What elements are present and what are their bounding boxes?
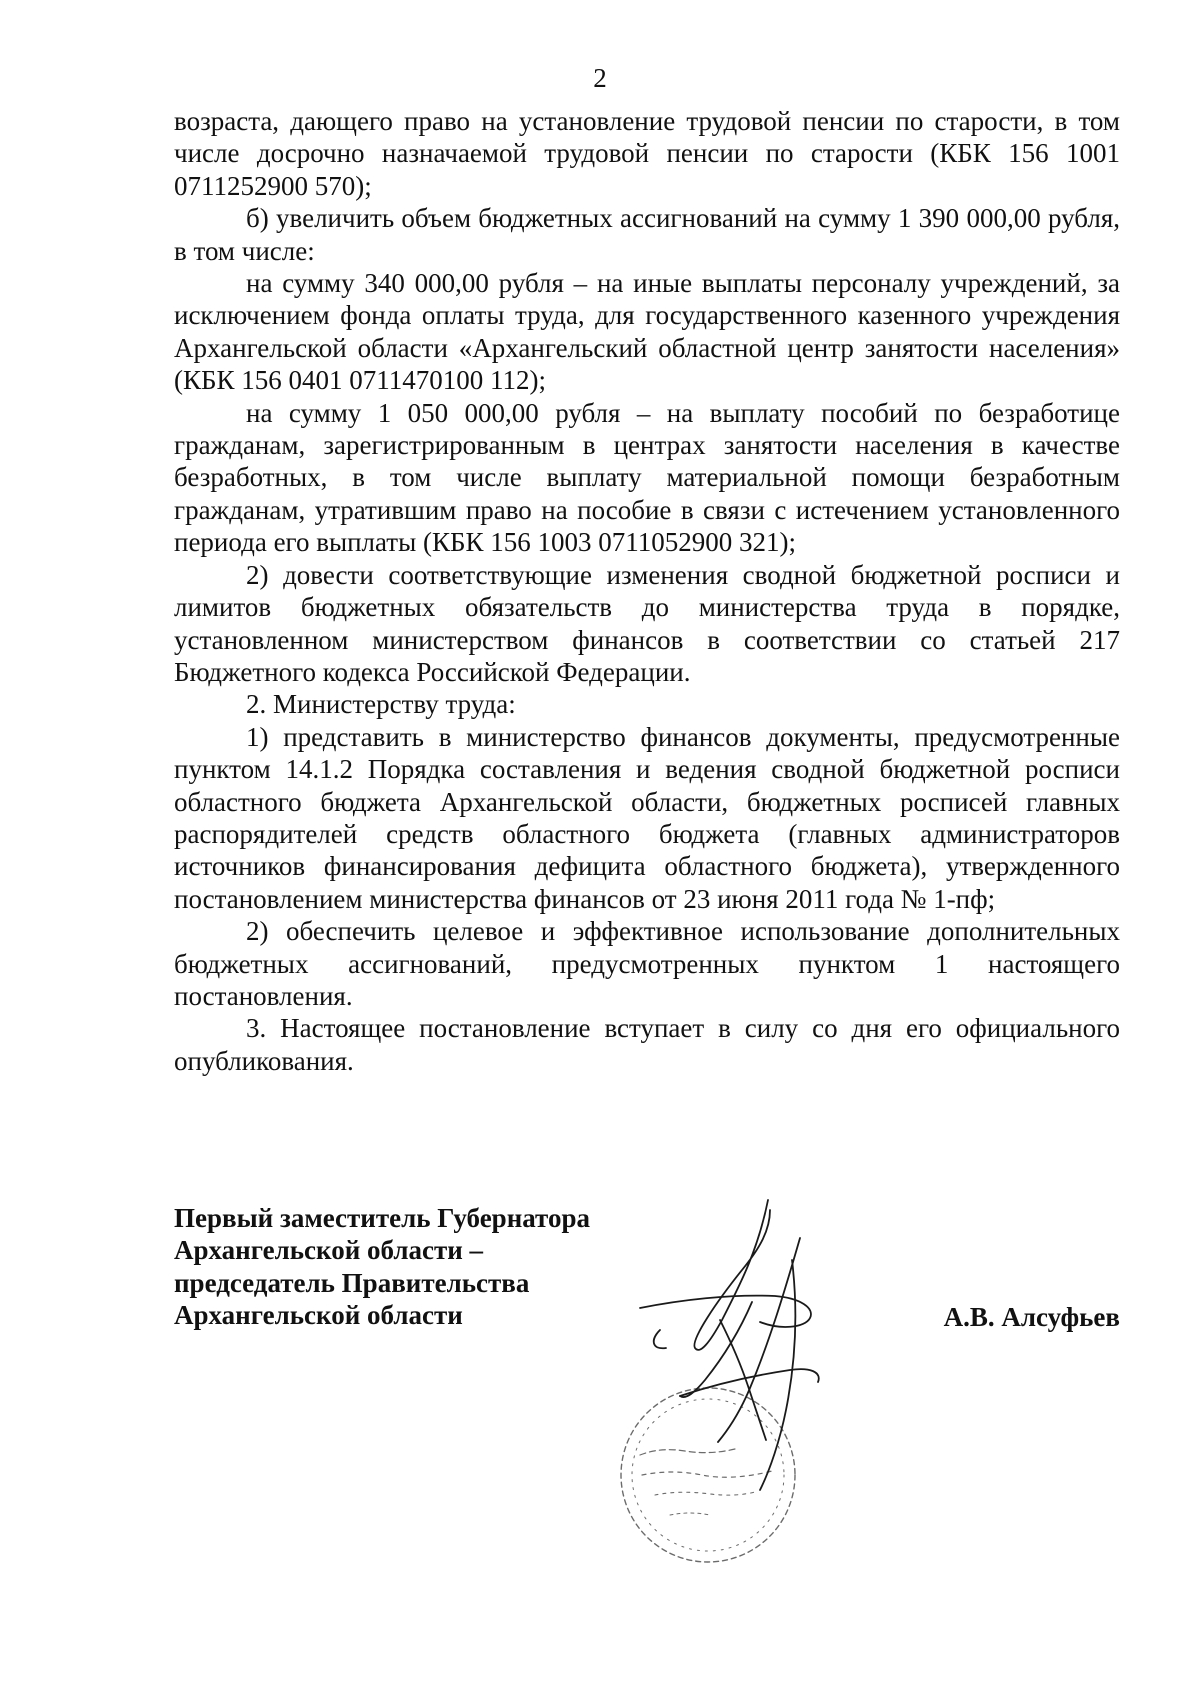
signer-title-line: Архангельской области – — [174, 1235, 484, 1266]
paragraph-ministry-of-labor: 2. Министерству труда: — [246, 689, 516, 720]
signer-title-line: председатель Правительства — [174, 1267, 530, 1298]
paragraph-increase-allocations: б) увеличить объем бюджетных ассигнований на сумму 1 390 000,00 рубля, в том числе: — [174, 203, 1120, 266]
signer-name: А.В. Алсуфьев — [943, 1302, 1120, 1332]
paragraph-submit-documents: 1) представить в министерство финансов документы, предусмотренные пунктом 14.1.2 Порядка составления и ведения сводной бюджетной росписи областного бюджета Архангельской области, бюджетных росписей главных распорядителей средств областного бюджета (главных администраторов источников финансирования дефицита областного бюджета), утвержденного постановлением министерства финансов от 23 июня 2011 года № 1-пф; — [174, 721, 1120, 914]
handwritten-signature-icon — [640, 1200, 819, 1490]
paragraph-ensure-use: 2) обеспечить целевое и эффективное использование дополнительных бюджетных ассигнований, предусмотренных пунктом 1 настоящего постановления. — [174, 916, 1120, 1011]
signer-title-line: Первый заместитель Губернатора — [174, 1203, 590, 1233]
paragraph-unemployment-benefits: на сумму 1 050 000,00 рубля – на выплату пособий по безработице гражданам, зарегистрированным в центрах занятости населения в качестве безработных, в том числе выплату материальной помощи безработным гражданам, утратившим право на пособие в связи с истечением установленного периода его выплаты (КБК 156 1003 0711052900 321); — [174, 397, 1120, 558]
official-seal-icon — [621, 1388, 795, 1562]
paragraph-continuation: возраста, дающего право на установление трудовой пенсии по старости, в том числе досрочно назначаемой трудовой пенсии по старости (КБК 156 1001 0711252900 570); — [174, 106, 1120, 201]
signature-seal-graphic — [600, 1190, 900, 1580]
page-number: 2 — [593, 63, 607, 93]
paragraph-effective-date: 3. Настоящее постановление вступает в силу со дня его официального опубликования. — [174, 1013, 1120, 1076]
paragraph-budget-changes: 2) довести соответствующие изменения сводной бюджетной росписи и лимитов бюджетных обязательств до министерства труда в порядке, установленном министерством финансов в соответствии со статьей 217 Бюджетного кодекса Российской Федерации. — [174, 559, 1120, 687]
signer-title-line: Архангельской области — [174, 1300, 463, 1331]
paragraph-staff-payments: на сумму 340 000,00 рубля – на иные выплаты персоналу учреждений, за исключением фонда оплаты труда, для государственного казенного учреждения Архангельской области «Архангельский областной центр занятости населения» (КБК 156 0401 0711470100 112); — [174, 268, 1120, 396]
document-body — [174, 105, 1120, 1077]
